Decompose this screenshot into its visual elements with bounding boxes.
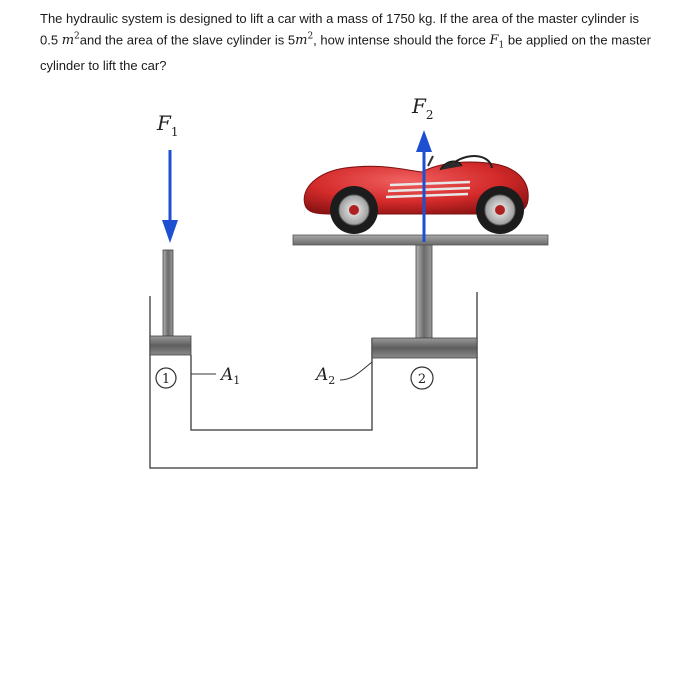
master-rod xyxy=(163,250,173,336)
lift-platform xyxy=(293,235,548,245)
master-area-unit: $m^2$ xyxy=(61,32,80,49)
area1-label: $A_1$ xyxy=(221,365,241,387)
question-line-2-tail: , how intense should the force xyxy=(313,32,490,48)
question-line-3: cylinder to lift the car? xyxy=(40,57,167,73)
force1-arrow xyxy=(162,150,178,243)
question-line-2-end: be applied on the master xyxy=(504,32,651,48)
piston2-number: 2 xyxy=(417,372,427,387)
slave-area-unit: $m^2$ xyxy=(295,32,314,49)
master-area-value: 0.5 xyxy=(40,32,62,48)
question-line-2-mid: and the area of the slave cylinder is 5 xyxy=(79,32,296,48)
question-line-1: The hydraulic system is designed to lift a car with a mass of 1750 kg. If the area of the master cylinder is xyxy=(40,11,639,26)
slave-rod xyxy=(416,245,432,338)
force-symbol: $F_1$ xyxy=(489,33,505,51)
area2-label: $A_2$ xyxy=(316,365,336,387)
area2-leader xyxy=(340,362,372,380)
force1-label: $F_1$ xyxy=(157,111,179,139)
container-inner-divider xyxy=(191,338,372,430)
piston1-number: 1 xyxy=(161,372,171,387)
car-icon xyxy=(304,156,528,234)
force2-label: $F_2$ xyxy=(412,94,434,122)
slave-piston xyxy=(372,338,477,358)
master-piston xyxy=(150,336,191,355)
